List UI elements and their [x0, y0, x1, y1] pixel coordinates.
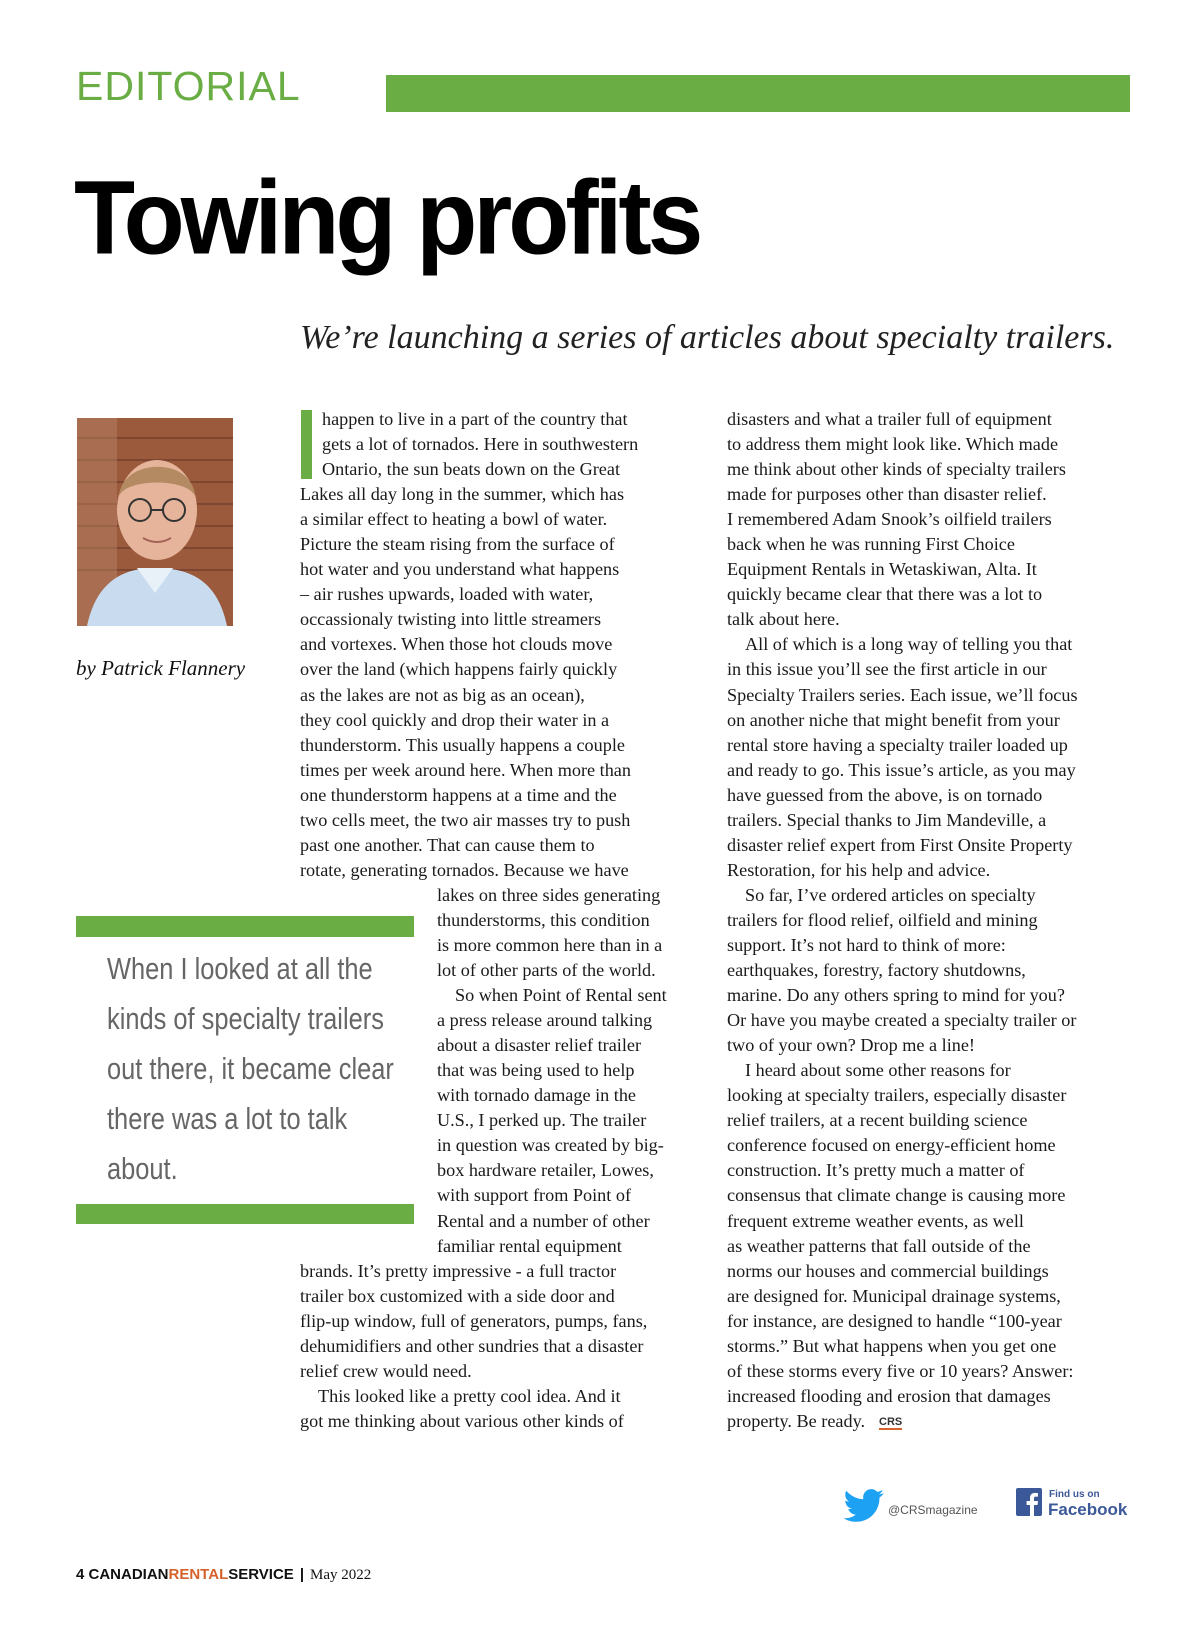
text-line: construction. It’s pretty much a matter of	[727, 1160, 1025, 1181]
text-line: times per week around here. When more than	[300, 759, 631, 780]
text-line: one thunderstorm happens at a time and the	[300, 784, 617, 805]
text-line: Specialty Trailers series. Each issue, we’ll focus	[727, 684, 1078, 705]
text-line: as weather patterns that fall outside of the	[727, 1235, 1031, 1256]
end-mark-logo: CRS	[879, 1415, 903, 1428]
text-line: norms our houses and commercial buildings	[727, 1260, 1049, 1281]
text-line: lot of other parts of the world.	[437, 960, 656, 981]
text-line: looking at specialty trailers, especially disaster	[727, 1085, 1067, 1106]
pullquote-line: When I looked at all the	[107, 951, 373, 986]
text-line: me think about other kinds of specialty trailers	[727, 459, 1066, 480]
author-photo-image	[77, 418, 233, 626]
text-line: in question was created by big-	[437, 1135, 664, 1156]
text-line: for instance, are designed to handle “100-year	[727, 1310, 1062, 1331]
pullquote-top-bar	[76, 916, 414, 937]
text-line: Picture the steam rising from the surface of	[300, 534, 615, 555]
text-line: happen to live in a part of the country that	[322, 409, 628, 429]
text-line: as the lakes are not as big as an ocean),	[300, 684, 585, 705]
text-line: – air rushes upwards, loaded with water,	[300, 584, 594, 605]
text-line: is more common here than in a	[437, 934, 663, 955]
text-line: I heard about some other reasons for	[745, 1060, 1011, 1081]
brand-rental: RENTAL	[168, 1566, 229, 1583]
text-line: So when Point of Rental sent	[455, 985, 667, 1006]
text-line: have guessed from the above, is on tornado	[727, 784, 1043, 805]
text-line: dehumidifiers and other sundries that a disaster	[300, 1335, 644, 1356]
twitter-handle[interactable]: @CRSmagazine	[888, 1503, 978, 1517]
pullquote-line: about.	[107, 1151, 178, 1186]
text-line: on another niche that might benefit from your	[727, 709, 1060, 730]
text-line: hot water and you understand what happens	[300, 559, 620, 580]
text-line: over the land (which happens fairly quickly	[300, 659, 618, 680]
text-line: increased flooding and erosion that damages	[727, 1385, 1051, 1406]
closing-text: property. Be ready.	[727, 1410, 866, 1431]
pullquote	[107, 944, 394, 1194]
facebook-link[interactable]: Facebook	[1048, 1500, 1128, 1519]
text-line: with support from Point of	[437, 1185, 631, 1206]
text-line: that was being used to help	[437, 1060, 635, 1081]
footer-separator: |	[299, 1566, 305, 1583]
byline: by Patrick Flannery	[76, 656, 246, 680]
twitter-icon[interactable]	[843, 1489, 885, 1523]
text-line: a press release around talking	[437, 1010, 653, 1031]
text-line: This looked like a pretty cool idea. And it	[318, 1385, 621, 1406]
text-line: two cells meet, the two air masses try to push	[300, 809, 631, 830]
text-line: consensus that climate change is causing more	[727, 1185, 1066, 1206]
text-line: Or have you maybe created a specialty trailer or	[727, 1010, 1077, 1031]
pullquote-line: out there, it became clear	[107, 1051, 394, 1086]
article-title: Towing profits	[74, 158, 700, 277]
brand-service: SERVICE	[228, 1566, 294, 1583]
text-line: about a disaster relief trailer	[437, 1035, 642, 1056]
text-line: thunderstorm. This usually happens a couple	[300, 734, 625, 755]
page-number: 4	[76, 1566, 85, 1583]
text-line: disasters and what a trailer full of equipment	[727, 409, 1052, 429]
text-line: past one another. That can cause them to	[300, 834, 595, 855]
text-line: with tornado damage in the	[437, 1085, 636, 1106]
issue-date: May 2022	[310, 1567, 372, 1583]
text-line: earthquakes, forestry, factory shutdowns,	[727, 960, 1026, 981]
text-line: disaster relief expert from First Onsite Property	[727, 834, 1073, 855]
text-line: Equipment Rentals in Wetaskiwan, Alta. It	[727, 559, 1037, 580]
text-line: I remembered Adam Snook’s oilfield trailers	[727, 509, 1052, 530]
facebook-icon[interactable]	[1016, 1488, 1042, 1516]
text-line: they cool quickly and drop their water in a	[300, 709, 610, 730]
text-line: U.S., I perked up. The trailer	[437, 1110, 647, 1131]
section-accent-bar	[386, 75, 1130, 112]
text-line: two of your own? Drop me a line!	[727, 1035, 975, 1056]
text-line: Lakes all day long in the summer, which has	[300, 484, 625, 505]
text-line: rental store having a specialty trailer loaded up	[727, 734, 1068, 755]
text-line: brands. It’s pretty impressive - a full tractor	[300, 1260, 617, 1281]
text-line: talk about here.	[727, 609, 840, 630]
text-line: So far, I’ve ordered articles on specialty	[745, 884, 1036, 905]
text-line: and vortexes. When those hot clouds move	[300, 634, 613, 655]
text-line: back when he was running First Choice	[727, 534, 1015, 555]
text-line: occassionaly twisting into little streamers	[300, 609, 602, 630]
page-footer	[76, 1566, 371, 1584]
text-line: of these storms every five or 10 years? Answer:	[727, 1360, 1074, 1381]
text-line: are designed for. Municipal drainage systems,	[727, 1285, 1061, 1306]
text-line: relief crew would need.	[300, 1360, 472, 1381]
text-line: conference focused on energy-efficient home	[727, 1135, 1056, 1156]
text-line: trailers. Special thanks to Jim Mandeville, a	[727, 809, 1047, 830]
author-photo	[77, 418, 233, 626]
text-line: frequent extreme weather events, as well	[727, 1210, 1024, 1231]
text-line: thunderstorms, this condition	[437, 909, 650, 930]
pullquote-line: there was a lot to talk	[107, 1101, 348, 1136]
text-line: and ready to go. This issue’s article, as you may	[727, 759, 1076, 780]
pullquote-bottom-bar	[76, 1204, 414, 1224]
text-line: support. It’s not hard to think of more:	[727, 934, 1006, 955]
pullquote-line: kinds of specialty trailers	[107, 1001, 384, 1036]
text-line: to address them might look like. Which made	[727, 434, 1059, 455]
text-line: storms.” But what happens when you get one	[727, 1335, 1057, 1356]
text-line-last	[727, 1409, 1132, 1434]
text-line: familiar rental equipment	[437, 1235, 622, 1256]
text-line: in this issue you’ll see the first article in our	[727, 659, 1047, 680]
section-label: EDITORIAL	[76, 63, 301, 109]
text-line: Restoration, for his help and advice.	[727, 859, 991, 880]
text-line: quickly became clear that there was a lot to	[727, 584, 1043, 605]
text-line: a similar effect to heating a bowl of water.	[300, 509, 608, 530]
text-line: trailer box customized with a side door and	[300, 1285, 615, 1306]
text-line: box hardware retailer, Lowes,	[437, 1160, 654, 1181]
text-line: Ontario, the sun beats down on the Great	[322, 459, 620, 480]
text-line: trailers for flood relief, oilfield and mining	[727, 909, 1038, 930]
text-line: All of which is a long way of telling you that	[745, 634, 1073, 655]
text-line: marine. Do any others spring to mind for you?	[727, 985, 1065, 1006]
text-line: rotate, generating tornados. Because we have	[300, 859, 629, 880]
text-line: got me thinking about various other kinds of	[300, 1410, 624, 1431]
brand-canadian: CANADIAN	[88, 1566, 169, 1583]
article-deck: We’re launching a series of articles about specialty trailers.	[300, 319, 1115, 356]
text-line: gets a lot of tornados. Here in southwestern	[322, 434, 639, 455]
text-line: Rental and a number of other	[437, 1210, 650, 1231]
text-line: lakes on three sides generating	[437, 884, 661, 905]
text-line: made for purposes other than disaster relief.	[727, 484, 1047, 505]
text-line: flip-up window, full of generators, pumps, fans,	[300, 1310, 648, 1331]
text-line: relief trailers, at a recent building science	[727, 1110, 1028, 1131]
article-column-2	[727, 407, 1132, 1434]
facebook-find-us-label: Find us on	[1049, 1489, 1100, 1500]
